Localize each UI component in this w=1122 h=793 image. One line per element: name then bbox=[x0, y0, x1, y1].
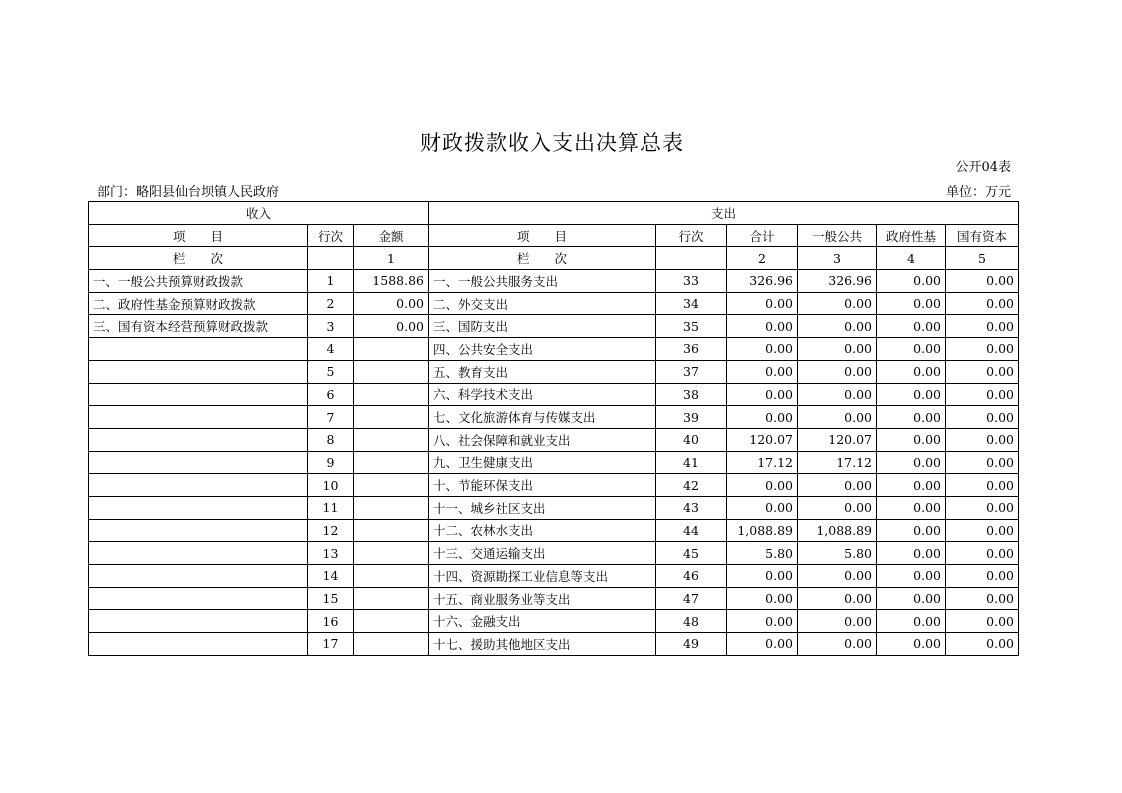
general-public-cell: 0.00 bbox=[798, 406, 877, 429]
expense-item-cell: 一、一般公共服务支出 bbox=[429, 270, 656, 293]
column-index-gov-fund: 4 bbox=[877, 247, 946, 270]
general-public-cell: 326.96 bbox=[798, 270, 877, 293]
fiscal-summary-table bbox=[88, 201, 1019, 656]
row-no-cell: 3 bbox=[308, 315, 354, 338]
expense-item-cell: 十四、资源勘探工业信息等支出 bbox=[429, 565, 656, 588]
expense-row-no-cell: 36 bbox=[656, 338, 727, 361]
general-public-cell: 0.00 bbox=[798, 565, 877, 588]
gov-fund-cell: 0.00 bbox=[877, 292, 946, 315]
expense-row-no-cell: 44 bbox=[656, 519, 727, 542]
row-no-cell: 14 bbox=[308, 565, 354, 588]
expense-row-no-cell: 34 bbox=[656, 292, 727, 315]
general-public-header: 一般公共 bbox=[798, 224, 877, 247]
total-cell: 0.00 bbox=[727, 292, 798, 315]
column-index-blank bbox=[308, 247, 354, 270]
total-cell: 17.12 bbox=[727, 451, 798, 474]
row-no-cell: 2 bbox=[308, 292, 354, 315]
table-row bbox=[89, 565, 1019, 588]
table-row bbox=[89, 315, 1019, 338]
expense-row-no-cell: 39 bbox=[656, 406, 727, 429]
state-capital-cell: 0.00 bbox=[946, 496, 1019, 519]
table-row bbox=[89, 587, 1019, 610]
total-header: 合计 bbox=[727, 224, 798, 247]
income-item-cell bbox=[89, 338, 308, 361]
table-row bbox=[89, 270, 1019, 293]
row-no-cell: 8 bbox=[308, 428, 354, 451]
expense-row-no-cell: 46 bbox=[656, 565, 727, 588]
table-row bbox=[89, 633, 1019, 656]
column-index-label-2: 栏 次 bbox=[429, 247, 656, 270]
general-public-cell: 0.00 bbox=[798, 292, 877, 315]
state-capital-cell: 0.00 bbox=[946, 270, 1019, 293]
table-row bbox=[89, 360, 1019, 383]
column-index-amount: 1 bbox=[354, 247, 429, 270]
row-no-cell: 13 bbox=[308, 542, 354, 565]
amount-cell bbox=[354, 338, 429, 361]
income-item-cell bbox=[89, 496, 308, 519]
column-index-label: 栏 次 bbox=[89, 247, 308, 270]
amount-cell bbox=[354, 610, 429, 633]
amount-cell: 1588.86 bbox=[354, 270, 429, 293]
gov-fund-cell: 0.00 bbox=[877, 565, 946, 588]
column-index-general-public: 3 bbox=[798, 247, 877, 270]
state-capital-cell: 0.00 bbox=[946, 542, 1019, 565]
state-capital-cell: 0.00 bbox=[946, 474, 1019, 497]
income-item-cell bbox=[89, 587, 308, 610]
table-body bbox=[89, 202, 1019, 656]
amount-cell bbox=[354, 496, 429, 519]
total-cell: 120.07 bbox=[727, 428, 798, 451]
gov-fund-cell: 0.00 bbox=[877, 270, 946, 293]
row-no-cell: 9 bbox=[308, 451, 354, 474]
total-cell: 1,088.89 bbox=[727, 519, 798, 542]
general-public-cell: 0.00 bbox=[798, 474, 877, 497]
expense-row-no-cell: 47 bbox=[656, 587, 727, 610]
expense-item-cell: 三、国防支出 bbox=[429, 315, 656, 338]
income-item-cell bbox=[89, 542, 308, 565]
expense-item-cell: 十二、农林水支出 bbox=[429, 519, 656, 542]
expense-item-cell: 八、社会保障和就业支出 bbox=[429, 428, 656, 451]
expense-item-cell: 五、教育支出 bbox=[429, 360, 656, 383]
row-no-cell: 4 bbox=[308, 338, 354, 361]
total-cell: 326.96 bbox=[727, 270, 798, 293]
amount-cell bbox=[354, 383, 429, 406]
expense-item-cell: 十一、城乡社区支出 bbox=[429, 496, 656, 519]
state-capital-cell: 0.00 bbox=[946, 587, 1019, 610]
general-public-cell: 0.00 bbox=[798, 383, 877, 406]
row-no-cell: 17 bbox=[308, 633, 354, 656]
table-row bbox=[89, 406, 1019, 429]
expense-row-no-cell: 49 bbox=[656, 633, 727, 656]
expense-item-cell: 十五、商业服务业等支出 bbox=[429, 587, 656, 610]
expense-item-cell: 二、外交支出 bbox=[429, 292, 656, 315]
gov-fund-cell: 0.00 bbox=[877, 633, 946, 656]
state-capital-cell: 0.00 bbox=[946, 610, 1019, 633]
amount-cell bbox=[354, 406, 429, 429]
table-row bbox=[89, 451, 1019, 474]
row-no-header: 行次 bbox=[308, 224, 354, 247]
gov-fund-cell: 0.00 bbox=[877, 542, 946, 565]
row-no-cell: 6 bbox=[308, 383, 354, 406]
income-item-header: 项 目 bbox=[89, 224, 308, 247]
general-public-cell: 1,088.89 bbox=[798, 519, 877, 542]
general-public-cell: 0.00 bbox=[798, 338, 877, 361]
column-index-blank-2 bbox=[656, 247, 727, 270]
expense-item-cell: 六、科学技术支出 bbox=[429, 383, 656, 406]
expense-item-cell: 十七、援助其他地区支出 bbox=[429, 633, 656, 656]
state-capital-cell: 0.00 bbox=[946, 633, 1019, 656]
income-item-cell bbox=[89, 451, 308, 474]
amount-cell: 0.00 bbox=[354, 315, 429, 338]
table-row bbox=[89, 542, 1019, 565]
expense-row-no-cell: 41 bbox=[656, 451, 727, 474]
table-row bbox=[89, 292, 1019, 315]
page-title: 财政拨款收入支出决算总表 bbox=[420, 131, 684, 155]
state-capital-cell: 0.00 bbox=[946, 315, 1019, 338]
amount-cell: 0.00 bbox=[354, 292, 429, 315]
expense-row-no-cell: 42 bbox=[656, 474, 727, 497]
income-item-cell bbox=[89, 519, 308, 542]
total-cell: 0.00 bbox=[727, 474, 798, 497]
expense-item-cell: 十三、交通运输支出 bbox=[429, 542, 656, 565]
column-index-row bbox=[89, 247, 1019, 270]
amount-cell bbox=[354, 633, 429, 656]
row-no-cell: 7 bbox=[308, 406, 354, 429]
amount-cell bbox=[354, 542, 429, 565]
income-item-cell bbox=[89, 474, 308, 497]
expense-row-no-header: 行次 bbox=[656, 224, 727, 247]
table-row bbox=[89, 338, 1019, 361]
expense-item-header: 项 目 bbox=[429, 224, 656, 247]
income-item-cell bbox=[89, 633, 308, 656]
income-item-cell bbox=[89, 383, 308, 406]
gov-fund-cell: 0.00 bbox=[877, 383, 946, 406]
gov-fund-cell: 0.00 bbox=[877, 406, 946, 429]
state-capital-cell: 0.00 bbox=[946, 383, 1019, 406]
general-public-cell: 5.80 bbox=[798, 542, 877, 565]
row-no-cell: 1 bbox=[308, 270, 354, 293]
table-row bbox=[89, 610, 1019, 633]
income-item-cell bbox=[89, 360, 308, 383]
general-public-cell: 0.00 bbox=[798, 610, 877, 633]
table-row bbox=[89, 428, 1019, 451]
general-public-cell: 0.00 bbox=[798, 587, 877, 610]
column-index-state-capital: 5 bbox=[946, 247, 1019, 270]
total-cell: 0.00 bbox=[727, 315, 798, 338]
expense-row-no-cell: 40 bbox=[656, 428, 727, 451]
gov-fund-cell: 0.00 bbox=[877, 451, 946, 474]
expense-item-cell: 十、节能环保支出 bbox=[429, 474, 656, 497]
state-capital-cell: 0.00 bbox=[946, 338, 1019, 361]
gov-fund-cell: 0.00 bbox=[877, 338, 946, 361]
row-no-cell: 16 bbox=[308, 610, 354, 633]
total-cell: 0.00 bbox=[727, 338, 798, 361]
expense-item-cell: 四、公共安全支出 bbox=[429, 338, 656, 361]
gov-fund-header: 政府性基 bbox=[877, 224, 946, 247]
expense-row-no-cell: 38 bbox=[656, 383, 727, 406]
amount-cell bbox=[354, 519, 429, 542]
table-row bbox=[89, 496, 1019, 519]
general-public-cell: 17.12 bbox=[798, 451, 877, 474]
income-item-cell: 三、国有资本经营预算财政拨款 bbox=[89, 315, 308, 338]
expense-row-no-cell: 48 bbox=[656, 610, 727, 633]
gov-fund-cell: 0.00 bbox=[877, 474, 946, 497]
expense-row-no-cell: 37 bbox=[656, 360, 727, 383]
group-header-row bbox=[89, 202, 1019, 225]
state-capital-cell: 0.00 bbox=[946, 406, 1019, 429]
general-public-cell: 0.00 bbox=[798, 315, 877, 338]
gov-fund-cell: 0.00 bbox=[877, 428, 946, 451]
total-cell: 5.80 bbox=[727, 542, 798, 565]
amount-cell bbox=[354, 360, 429, 383]
total-cell: 0.00 bbox=[727, 406, 798, 429]
gov-fund-cell: 0.00 bbox=[877, 519, 946, 542]
amount-cell bbox=[354, 451, 429, 474]
expense-row-no-cell: 35 bbox=[656, 315, 727, 338]
row-no-cell: 15 bbox=[308, 587, 354, 610]
total-cell: 0.00 bbox=[727, 565, 798, 588]
table-row bbox=[89, 383, 1019, 406]
state-capital-cell: 0.00 bbox=[946, 451, 1019, 474]
expense-row-no-cell: 43 bbox=[656, 496, 727, 519]
gov-fund-cell: 0.00 bbox=[877, 360, 946, 383]
amount-cell bbox=[354, 587, 429, 610]
department-label: 部门：略阳县仙台坝镇人民政府 bbox=[97, 185, 280, 200]
general-public-cell: 0.00 bbox=[798, 496, 877, 519]
column-index-total: 2 bbox=[727, 247, 798, 270]
expense-group-header: 支出 bbox=[429, 202, 1019, 225]
amount-cell bbox=[354, 428, 429, 451]
general-public-cell: 0.00 bbox=[798, 633, 877, 656]
amount-cell bbox=[354, 565, 429, 588]
column-header-row bbox=[89, 224, 1019, 247]
total-cell: 0.00 bbox=[727, 383, 798, 406]
unit-label: 单位：万元 bbox=[945, 185, 1011, 200]
row-no-cell: 5 bbox=[308, 360, 354, 383]
amount-cell bbox=[354, 474, 429, 497]
expense-row-no-cell: 33 bbox=[656, 270, 727, 293]
expense-item-cell: 十六、金融支出 bbox=[429, 610, 656, 633]
total-cell: 0.00 bbox=[727, 360, 798, 383]
total-cell: 0.00 bbox=[727, 496, 798, 519]
state-capital-cell: 0.00 bbox=[946, 565, 1019, 588]
income-item-cell: 二、政府性基金预算财政拨款 bbox=[89, 292, 308, 315]
general-public-cell: 120.07 bbox=[798, 428, 877, 451]
amount-header: 金额 bbox=[354, 224, 429, 247]
state-capital-header: 国有资本 bbox=[946, 224, 1019, 247]
form-code: 公开04表 bbox=[955, 160, 1011, 175]
gov-fund-cell: 0.00 bbox=[877, 610, 946, 633]
income-group-header: 收入 bbox=[89, 202, 429, 225]
income-item-cell bbox=[89, 565, 308, 588]
state-capital-cell: 0.00 bbox=[946, 519, 1019, 542]
income-item-cell: 一、一般公共预算财政拨款 bbox=[89, 270, 308, 293]
total-cell: 0.00 bbox=[727, 587, 798, 610]
gov-fund-cell: 0.00 bbox=[877, 496, 946, 519]
income-item-cell bbox=[89, 406, 308, 429]
total-cell: 0.00 bbox=[727, 633, 798, 656]
expense-row-no-cell: 45 bbox=[656, 542, 727, 565]
total-cell: 0.00 bbox=[727, 610, 798, 633]
general-public-cell: 0.00 bbox=[798, 360, 877, 383]
income-item-cell bbox=[89, 428, 308, 451]
gov-fund-cell: 0.00 bbox=[877, 587, 946, 610]
state-capital-cell: 0.00 bbox=[946, 292, 1019, 315]
state-capital-cell: 0.00 bbox=[946, 428, 1019, 451]
table-row bbox=[89, 519, 1019, 542]
row-no-cell: 10 bbox=[308, 474, 354, 497]
state-capital-cell: 0.00 bbox=[946, 360, 1019, 383]
gov-fund-cell: 0.00 bbox=[877, 315, 946, 338]
expense-item-cell: 七、文化旅游体育与传媒支出 bbox=[429, 406, 656, 429]
row-no-cell: 12 bbox=[308, 519, 354, 542]
expense-item-cell: 九、卫生健康支出 bbox=[429, 451, 656, 474]
table-row bbox=[89, 474, 1019, 497]
row-no-cell: 11 bbox=[308, 496, 354, 519]
income-item-cell bbox=[89, 610, 308, 633]
